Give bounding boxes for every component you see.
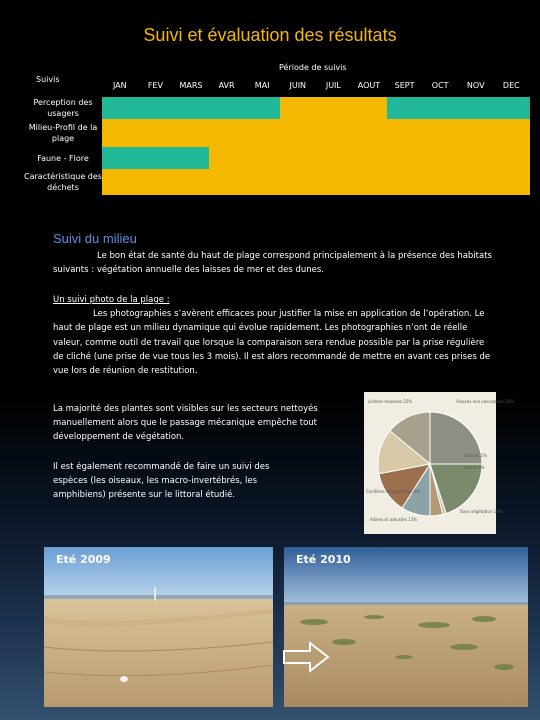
schedule-cell xyxy=(280,119,316,147)
schedule-cell xyxy=(352,169,388,195)
schedule-cell xyxy=(245,119,281,147)
schedule-cell xyxy=(352,119,388,147)
schedule-cell xyxy=(352,147,388,169)
pie-label: Autres 4% xyxy=(464,465,485,470)
photo-caption-2010: Eté 2010 xyxy=(296,553,351,566)
schedule-cell xyxy=(102,119,138,147)
month-label: NOV xyxy=(466,81,485,90)
suivis-header: Suivis xyxy=(36,75,60,84)
photo-subtitle: Un suivi photo de la plage : xyxy=(53,295,170,305)
month-label: JUIL xyxy=(325,81,341,90)
pie-label: Vivaces non vasculaires 20% xyxy=(456,399,514,404)
schedule-cell xyxy=(387,169,423,195)
period-label: Période de suivis xyxy=(279,63,347,72)
schedule-row xyxy=(24,97,530,119)
pie-svg xyxy=(364,392,514,534)
schedule-cell xyxy=(173,119,209,147)
month-label: MAI xyxy=(254,81,270,90)
schedule-cell xyxy=(316,97,352,119)
plants-paragraph: La majorité des plantes sont visibles sur les secteurs nettoyés manuellement alors que le passage mécanique empêche tout développement de végétation. xyxy=(53,404,318,443)
schedule-cell xyxy=(245,169,281,195)
schedule-row-label: Faune - Flore xyxy=(24,147,102,169)
schedule-row-label: Milieu-Profil de la plage xyxy=(24,119,102,147)
schedule-row xyxy=(24,147,530,169)
month-label: JAN xyxy=(112,81,127,90)
schedule-grid xyxy=(24,97,530,195)
schedule-cell xyxy=(494,169,530,195)
schedule-cell xyxy=(209,169,245,195)
schedule-cell xyxy=(173,97,209,119)
page-title: Suivi et évaluation des résultats xyxy=(143,25,397,45)
vegetation-pie-chart xyxy=(364,392,514,534)
schedule-cell xyxy=(387,119,423,147)
schedule-cell xyxy=(245,147,281,169)
schedule-cell xyxy=(138,119,174,147)
schedule-cell xyxy=(173,169,209,195)
beach-photo-2009-image xyxy=(44,547,273,707)
habitat-paragraph: Le bon état de santé du haut de plage correspond principalement à la présence des habitats suivants : végétation annuelle des laisses de mer et des dunes. xyxy=(53,251,492,276)
schedule-cell xyxy=(352,97,388,119)
photo-paragraph: Un suivi photo de la plage : Les photographies s’avèrent efficaces pour justifier la mise en application de l’opération. Le haut de plage est un milieu dynamique qui évolue rapidement. Les photographies n’ont de réelle valeur, comme outil de travail que lorsque la comparaison sera rendue possible par la prise régulière de cliché (une prise de vue tous les 3 mois). Il est alors recommandé de mettre en avant ces prises de vue lors de réunion de restitution. xyxy=(53,295,491,377)
schedule-cell xyxy=(138,169,174,195)
schedule-row xyxy=(24,169,530,195)
schedule-cell xyxy=(209,119,245,147)
month-label: SEPT xyxy=(394,81,415,90)
month-label: DEC xyxy=(502,81,520,90)
beach-photo-2009 xyxy=(44,547,273,707)
month-label: MARS xyxy=(179,81,203,90)
photo-caption-2009: Eté 2009 xyxy=(56,553,111,566)
schedule-cell xyxy=(316,119,352,147)
pie-label: Vivaces 1% xyxy=(464,453,487,458)
beach-photo-2010-image xyxy=(284,547,528,707)
month-header xyxy=(102,81,530,90)
schedule-row xyxy=(24,119,530,147)
schedule-cell xyxy=(387,97,423,119)
schedule-cell xyxy=(138,147,174,169)
schedule-cell xyxy=(209,147,245,169)
schedule-cell xyxy=(316,147,352,169)
schedule-cell xyxy=(423,97,459,119)
schedule-cell xyxy=(459,119,495,147)
schedule-cell xyxy=(280,169,316,195)
month-label: AVR xyxy=(218,81,235,90)
pie-label: Arbres et arbustes 13% xyxy=(370,517,418,522)
schedule-cell xyxy=(138,97,174,119)
schedule-row-label: Perception des usagers xyxy=(24,97,102,119)
pie-label: Lichens mousses 25% xyxy=(368,399,413,404)
schedule-row-label: Caractéristique des déchets xyxy=(24,169,102,195)
schedule-cell xyxy=(387,147,423,169)
pie-label: Conifères en plantation 9% xyxy=(366,489,421,494)
schedule-cell xyxy=(459,97,495,119)
section-title: Suivi du milieu xyxy=(53,231,137,246)
schedule-cell xyxy=(102,97,138,119)
pie-label: Sans végétation 14% xyxy=(460,509,503,514)
beach-photo-2010 xyxy=(284,547,528,707)
schedule-cell xyxy=(173,147,209,169)
month-label: OCT xyxy=(431,81,449,90)
schedule-cell xyxy=(494,119,530,147)
species-paragraph: Il est également recommandé de faire un suivi des espèces (les oiseaux, les macro-invertébrés, les amphibiens) présente sur le littoral étudié. xyxy=(53,462,270,501)
schedule-cell xyxy=(316,169,352,195)
schedule-cell xyxy=(459,169,495,195)
schedule-cell xyxy=(423,147,459,169)
schedule-cell xyxy=(423,119,459,147)
schedule-cell xyxy=(102,147,138,169)
month-label: AOUT xyxy=(357,81,381,90)
schedule-cell xyxy=(245,97,281,119)
schedule-cell xyxy=(423,169,459,195)
schedule-cell xyxy=(280,97,316,119)
schedule-cell xyxy=(494,147,530,169)
month-label: JUIN xyxy=(289,81,307,90)
schedule-cell xyxy=(209,97,245,119)
schedule-cell xyxy=(102,169,138,195)
month-label: FEV xyxy=(147,81,163,90)
schedule-cell xyxy=(280,147,316,169)
schedule-cell xyxy=(494,97,530,119)
schedule-cell xyxy=(459,147,495,169)
